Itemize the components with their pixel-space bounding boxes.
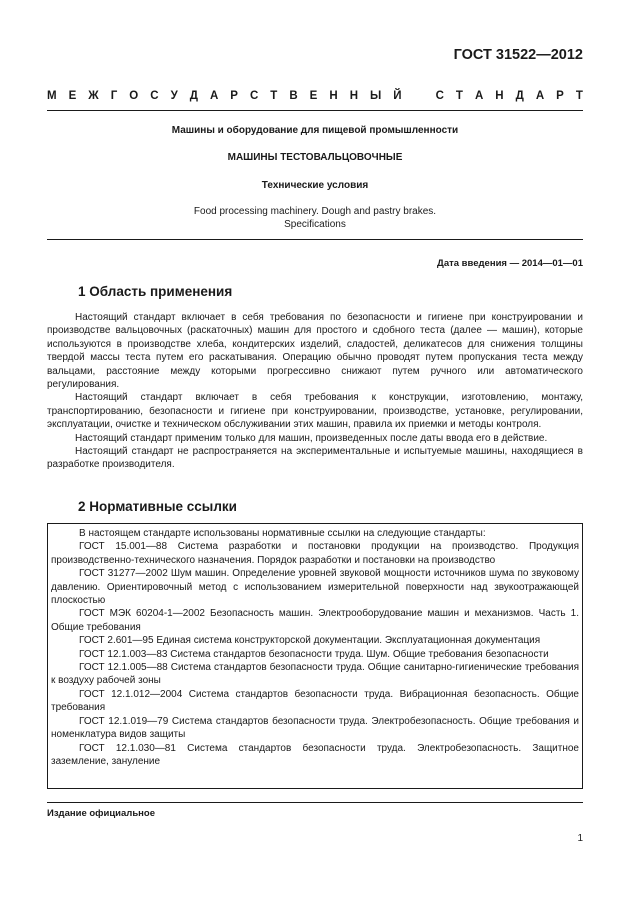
english-title-line-2: Specifications [284, 219, 346, 230]
page-number: 1 [577, 833, 583, 844]
interstate-letter: С [249, 90, 259, 102]
interstate-letter: Т [270, 90, 278, 102]
title-divider [47, 239, 583, 240]
section-1-paragraph: Настоящий стандарт применим только для машин, произведенных после даты ввода его в действие. [75, 432, 548, 444]
footer-divider [47, 802, 583, 803]
interstate-letter: Н [329, 90, 338, 102]
interstate-letter: В [289, 90, 298, 102]
interstate-letter: О [129, 90, 139, 102]
interstate-letter: Н [349, 90, 358, 102]
reference-item: ГОСТ 2.601—95 Единая система конструкторской документации. Эксплуатационная документация [79, 635, 541, 647]
interstate-letter [414, 90, 424, 102]
section-1-heading: 1 Область применения [78, 284, 233, 299]
header-divider [47, 110, 583, 111]
interstate-letter: М [47, 90, 57, 102]
reference-item: ГОСТ МЭК 60204-1—2002 Безопасность машин. Электрооборудование машин и механизмов. Часть 1. Общие требования [51, 608, 579, 633]
reference-item: ГОСТ 15.001—88 Система разработки и постановки продукции на производство. Продукция производственно-технического назначения. Порядок разработки и постановки на производство [51, 541, 579, 566]
reference-item: В настоящем стандарте использованы нормативные ссылки на следующие стандарты: [79, 528, 486, 539]
interstate-standard-banner [47, 90, 583, 102]
english-title-line-1: Food processing machinery. Dough and pastry brakes. [193, 206, 437, 217]
interstate-letter: С [150, 90, 159, 102]
english-title [47, 205, 583, 231]
section-1-body [47, 311, 583, 472]
interstate-letter: Й [393, 90, 402, 102]
edition-note: Издание официальное [47, 808, 155, 819]
interstate-letter: Ж [88, 90, 99, 102]
reference-item: ГОСТ 12.1.019—79 Система стандартов безопасности труда. Электробезопасность. Общие требования и номенклатура видов защиты [51, 715, 579, 741]
reference-item: ГОСТ 12.1.005—88 Система стандартов безопасности труда. Общие санитарно-гигиенические требования к воздуху рабочей зоны [51, 662, 579, 687]
standard-number: ГОСТ 31522—2012 [453, 47, 583, 63]
interstate-letter: А [535, 90, 545, 102]
interstate-letter: Е [309, 90, 318, 102]
interstate-letter: Ы [370, 90, 382, 102]
interstate-letter: Р [556, 90, 564, 102]
reference-item: ГОСТ 12.1.003—83 Система стандартов безопасности труда. Шум. Общие требования безопасности [79, 648, 549, 660]
section-1-paragraph: Настоящий стандарт не распространяется на экспериментальные и испытуемые машины, находящиеся в разработке производителя. [47, 446, 583, 471]
normative-references-list [51, 527, 579, 768]
interstate-letter: А [474, 90, 484, 102]
interstate-letter: Д [189, 90, 198, 102]
interstate-letter: Н [495, 90, 504, 102]
section-2-heading: 2 Нормативные ссылки [78, 499, 237, 514]
normative-references-box [47, 523, 583, 789]
interstate-letter: Т [575, 90, 583, 102]
interstate-letter: Е [68, 90, 77, 102]
standard-category: Машины и оборудование для пищевой промышленности [171, 125, 459, 136]
standard-title: МАШИНЫ ТЕСТОВАЛЬЦОВОЧНЫЕ [227, 152, 403, 163]
interstate-letter: У [170, 90, 178, 102]
interstate-letter: Т [455, 90, 463, 102]
interstate-letter: Г [110, 90, 118, 102]
reference-item: ГОСТ 31277—2002 Шум машин. Определение уровней звуковой мощности источников шума по звуковому давлению. Ориентировочный метод с использованием измерительной поверхности над звукоотражающей плоскостью [51, 568, 579, 607]
standard-subtitle: Технические условия [261, 180, 369, 191]
interstate-letter: Р [230, 90, 238, 102]
interstate-letter: Д [515, 90, 524, 102]
introduction-date: Дата введения — 2014—01—01 [437, 258, 583, 269]
interstate-letter: С [435, 90, 444, 102]
interstate-letter: А [209, 90, 219, 102]
reference-item: ГОСТ 12.1.030—81 Система стандартов безопасности труда. Электробезопасность. Защитное заземление, зануление [51, 742, 579, 767]
reference-item: ГОСТ 12.1.012—2004 Система стандартов безопасности труда. Вибрационная безопасность. Общие требования [51, 688, 579, 714]
section-1-paragraph: Настоящий стандарт включает в себя требования к конструкции, изготовлению, монтажу, транспортированию, безопасности и гигиене при конструировании, производстве, установке, регулировании, эксплуатации, очистке и техническом обслуживании этих машин, правила их приемки и методы контроля. [47, 392, 583, 431]
section-1-paragraph: Настоящий стандарт включает в себя требования по безопасности и гигиене при конструировании и производстве вальцовочных (раскаточных) машин для простого и сдобного теста (далее — машин), которые используются в производстве хлеба, кондитерских изделий, сладостей, деликатесов для снижения толщины твердой массы теста путем его раскатывания. Операцию обычно проводят путем пропускания теста между вальцами, расстояние между которыми прогрессивно снижают путем ручного или автоматического регулирования. [47, 312, 583, 391]
